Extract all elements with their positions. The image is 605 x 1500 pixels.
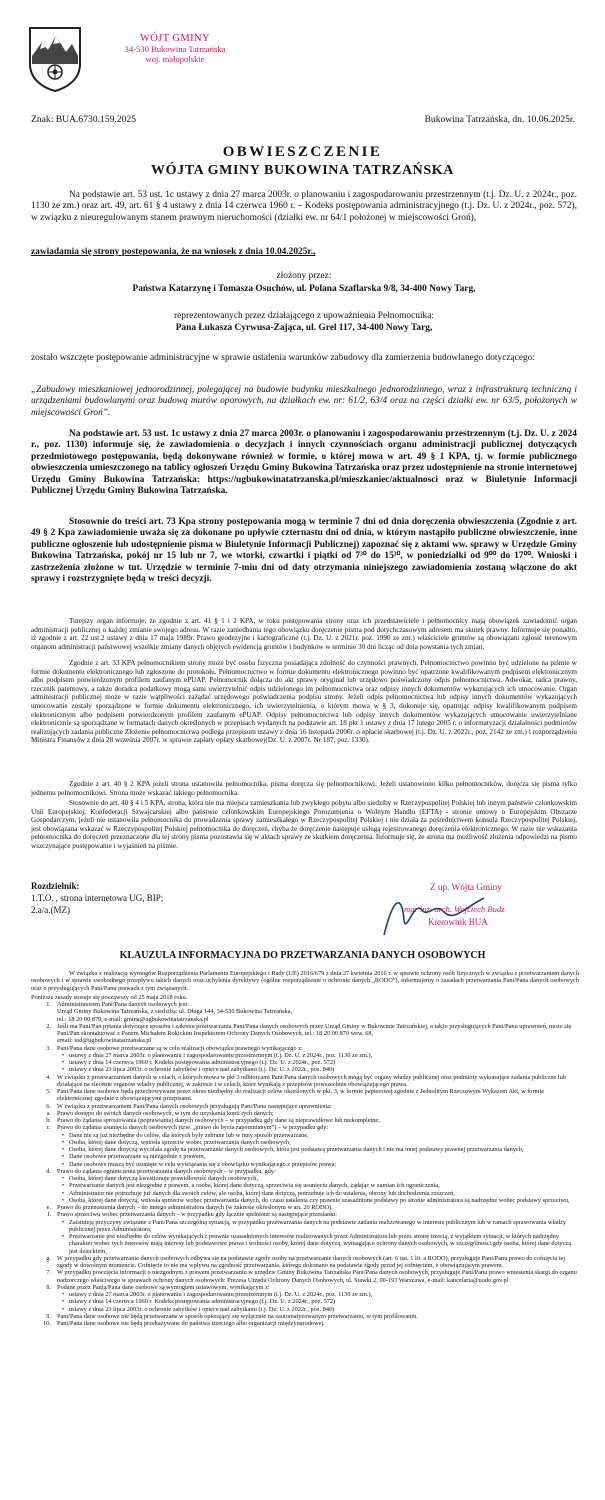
applicants: Państwa Katarzynę i Tomasza Osuchów, ul. Polana Szaflarska 9/8, 34-400 Nowy Targ, xyxy=(132,284,476,294)
list-item-text: Prawo do przenoszenia danych – do innego administratora danych (w zakresie określonym w art. 20 RODO). xyxy=(57,1204,333,1211)
list-item-text: Osoba, której dane dotyczą, wniosła sprzeciw wobec przetwarzania danych osobowych, xyxy=(69,1138,291,1146)
distribution-item-1: 1.T.O. , strona internetowa UG, BIP; xyxy=(31,893,164,903)
list-item-text: W przypadku powzięcia informacji o niezgodnym z prawem przetwarzaniu w urzędzie Gminy Bukowina Tatrzańska Pani/Pana danych osobowych, przysługuje Pani/Panu prawo wniesienia skargi do organu nadzorczego właściwego w sprawach ochrony danych osobowych: Prezesa Urzędu Ochrony Danych Osobowych, ul. Stawki 2, 00-193 Warszawa, e-mail: kancelaria@uodo.gov.pl xyxy=(57,1269,577,1284)
list-item-text: Prawo do żądania ograniczenia przetwarzania danych osobowych – w przypadku, gdy: xyxy=(57,1167,276,1175)
legal-info-4: Stosownie do art. 40 § 4 i 5 KPA, strona, która nie ma miejsca zamieszkania lub zwykłego pobytu albo siedziby w Rzeczypospolitej Polskiej lub innym państwie członkowskim Unii Europejskiej, Konfederacji Szwajcarskiej albo państwie członkowskim Europejskiego Porozumienia o Wolnym Handlu (EFTA) - stronie umowy o Europejskim Obszarze Gospodarczym, jeżeli nie ustanowiła pełnomocnika do prowadzenia sprawy zamieszkałego w Rzeczypospolitej Polskiej i nie działa za pośrednictwem konsula Rzeczypospolitej Polskiej, jest obowiązana wskazać w Rzeczypospolitej Polskiej pełnomocnika do doręczeń, chyba że doręczenie następuje usługą rejestrowanego doręczenia elektronicznego. W razie nie wskazania pełnomocnika do doręczeń przeznaczone dla tej strony pisma pozostawia się w aktach sprawy ze skutkiem doręczenia. Informuje się, że strona ma możliwość złożenia odpowiedzi na pismo wszczynające postępowanie i wyjaśnień na piśmie. xyxy=(31,799,577,850)
list-item: • ustawy z dnia 23 lipca 2003r. o ochronie zabytków i opiece nad zabytkami (t.j. Dz. U. z 2022r., poz. 840) xyxy=(31,1066,579,1073)
list-item: 6. W związku z przetwarzaniem Pani/Pana danych osobowych przysługują Pani/Panu następujące uprawnienia: xyxy=(31,1103,579,1110)
list-item xyxy=(31,1037,579,1044)
list-item-text: Administratorem Pani/Pana danych osobowych jest: xyxy=(57,1001,189,1008)
legal-info-2: Zgodnie z art. 33 KPA pełnomocnikiem strony może być osoba fizyczna posiadająca zdolność do czynności prawnych. Pełnomocnictwo powinno być udzielone na piśmie w formie dokumentu elektronicznego lub zgłoszone do protokołu. Pełnomocnictwo w formie dokumentu elektronicznego powinno być opatrzone kwalifikowanym podpisem elektronicznym albo podpisem potwierdzonym profilem zaufanym ePUAP. Pełnomocnik dołącza do akt sprawy oryginał lub urzędowo poświadczony odpis pełnomocnictwa. Adwokat, radca prawny, rzecznik patentowy, a także doradca podatkowy mogą sami uwierzytelnić odpis udzielonego im pełnomocnictwa oraz odpisy innych dokumentów wykazujących ich umocowanie. Organ administracji publicznej może w razie wątpliwości zażądać urzędowego poświadczenia podpisu strony. Jeżeli odpis pełnomocnictwa lub odpisy innych dokumentów wykazujących umocowanie zostały sporządzone w formie dokumentu elektronicznego, ich uwierzytelnienia, o którym mowa w § 3, dokonuje się, opatrując odpisy kwalifikowanym podpisem elektronicznym albo podpisem potwierdzonym profilem zaufanym ePUAP. Odpisy pełnomocnictwa lub odpisy innych dokumentów wykazujących umocowanie uwierzytelniane elektronicznie są sporządzane w formatach danych określonych w przepisach wydanych na podstawie art. 18 pkt 1 ustawy z dnia 17 lutego 2005 r. o informatyzacji działalności podmiotów realizujących zadania publiczne Złożenie pełnomocnictwa podlega przepisom ustawy z dnia 16 listopada 2006r. o opłacie skarbowej (t.j. Dz. U. z 2022r., poz. 2142 ze zm.) i rozporządzeniu Ministra Finansów z dnia 28 września 2007r. w sprawie zapłaty opłaty skarbowej(Dz. U. z 2007r. Nr 187, poz. 1330). xyxy=(31,659,577,745)
list-item: 5. Pani/Pana dane osobowe będą przechowywane przez okres niezbędny do realizacji celów określonych w pkt. 3, w formie papierowej zgodnie z Jednolitym Rzeczowym Wykazem Akt, w formie elektronicznej zgodnie z obowiązującymi przepisami. xyxy=(31,1088,579,1103)
office-stamp xyxy=(110,34,240,64)
list-item: 2. Jeśli ma Pani/Pan pytania dotyczące sposobu i zakresu przetwarzania Pani/Pana danych osobowych przez Urząd Gminy w Bukowinie Tatrzańskiej, a także przysługujących Pani/Panu uprawnień, może się Pani/Pan skontaktować z Panem Michałem Rokickim Inspektorem Ochrony Danych Osobowych, tel.: 18 20 00 870 wew. 68, xyxy=(31,1023,579,1038)
notice-line: zawiadamia się strony postępowania, że na wniosek z dnia 10.04.2025r., xyxy=(31,247,316,257)
project-description: „Zabudowy mieszkaniowej jednorodzinnej, polegającej na budowie budynku mieszkalnego jednorodzinnego, wraz z infrastrukturą techniczną i urządzeniami budowlanymi oraz budową murów oporowych, na działkach ew. nr: 61/2, 63/4 oraz na części działki ew. nr 63/5, położonych w miejscowości Groń”. xyxy=(31,385,577,418)
list-item: • ustawy z dnia 14 czerwca 1960 r. Kodeks postępowania administracyjnego (t.j. Dz. U. z 2024r., poz. 572) xyxy=(31,1298,579,1305)
coat-of-arms-icon xyxy=(28,26,82,92)
list-item-text: Pani/Pana dane osobowe nie będą przetwarzane w sposób opierający się wyłącznie na zautomatyzowanym przetwarzaniu, w tym profilowaniu. xyxy=(57,1312,418,1320)
list-item: a. Prawo dostępu do swoich danych osobowych, w tym do uzyskania kopii tych danych; xyxy=(31,1110,579,1117)
list-item: • Dane nie są już niezbędne do celów, dla których były zebrane lub w inny sposób przetwarzane, xyxy=(31,1132,579,1139)
list-item: • Osoba, której dane dotyczą, wniosła sprzeciw wobec przetwarzania danych, do czasu ustalenia czy prawnie uzasadnione podstawy po stronie administratora są nadrzędne wobec podstawy sprzeciwu, xyxy=(31,1197,579,1204)
list-item-text: ustawy z dnia 14 czerwca 1960 r. Kodeks postępowania administracyjnego (t.j. Dz. U. z 2024r., poz. 572) xyxy=(69,1059,336,1066)
list-item: • ustawy z dnia 23 lipca 2003r. o ochronie zabytków i opiece nad zabytkami (t.j. Dz. U. z 2022r., poz. 840) xyxy=(31,1306,579,1313)
gdpr-since: Poniższe zasady stosuje się począwszy od 25 maja 2018 roku. xyxy=(31,993,188,1001)
list-item-text: tel.: 18 20 00 870, e-mail: gmina@ugbukowinatatrzanska.pl xyxy=(57,1015,209,1023)
list-item-text: Prawo do żądania usunięcia danych osobowych (tzw. „prawo do bycia zapomnianym”) – w przypadku gdy: xyxy=(57,1124,329,1132)
gdpr-clause xyxy=(31,970,579,1327)
list-item-text: W przypadku gdy przetwarzanie danych osobowych odbywa się na podstawie zgody osoby na przetwarzanie danych osobowych (art. 6 ust. 1 lit. a RODO), przysługuje Pani/Panu prawo do cofnięcia tej zgody w dowolnym momencie. Cofnięcie to nie ma wpływu na zgodność przetwarzania, którego dokonano na podstawie zgody przed jej cofnięciem, z obowiązującym prawem. xyxy=(57,1254,566,1269)
list-item-text: Urząd Gminy Bukowina Tatrzańska, z siedzibą: ul. Długa 144, 34-530 Bukowina Tatrzańska, xyxy=(57,1008,293,1016)
document-subtitle: WÓJTA GMINY BUKOWINA TATRZAŃSKA xyxy=(151,163,454,178)
handwritten-signature xyxy=(374,890,494,940)
list-item: 4. W związku z przetwarzaniem danych w celach, o których mowa w pkt 3 odbiorcami Pani/Pana danych osobowych mogą być organy władzy publicznej oraz podmioty wykonujące zadania publiczne lub działające na zlecenie organów władzy publicznej, w zakresie i w celach, które wynikają z przepisów powszechnie obowiązującego prawa. xyxy=(31,1074,579,1089)
list-item: b. Prawo do żądania sprostowania (poprawiania) danych osobowych – w przypadku gdy dane są nieprawidłowe lub niekompletne; xyxy=(31,1117,579,1124)
initiated-paragraph: zostało wszczęte postępowanie administracyjne w sprawie ustalenia warunków zabudowy dla zamierzenia budowlanego dotyczącego: xyxy=(31,353,535,363)
legal-info-3: Zgodnie z art. 40 § 2 KPA jeżeli strona ustanowiła pełnomocnika, pisma doręcza się pełnomocnikowi. Jeżeli ustanowiono kilku pełnomocników, doręcza się pisma tylko jednemu pełnomocnikowi. Strona może wskazać takiego pełnomocnika. xyxy=(31,780,577,797)
list-item: 1. Administratorem Pani/Pana danych osobowych jest: xyxy=(31,1001,579,1008)
attorney: Pana Łukasza Cyrwusa-Zająca, ul. Grel 117, 34-400 Nowy Targ, xyxy=(175,323,433,333)
list-item: e. Prawo do przenoszenia danych – do innego administratora danych (w zakresie określonym w art. 20 RODO). xyxy=(31,1204,579,1211)
list-item: • Dane osobowe przetwarzane są niezgodnie z prawem, xyxy=(31,1153,579,1160)
list-item-text: Prawo dostępu do swoich danych osobowych, w tym do uzyskania kopii tych danych; xyxy=(57,1109,274,1117)
list-item: g. W przypadku gdy przetwarzanie danych osobowych odbywa się na podstawie zgody osoby na przetwarzanie danych osobowych (art. 6 ust. 1 lit. a RODO), przysługuje Pani/Panu prawo do cofnięcia tej zgody w dowolnym momencie. Cofnięcie to nie ma wpływu na zgodność przetwarzania, którego dokonano na podstawie zgody przed jej cofnięciem, z obowiązującym prawem. xyxy=(31,1255,579,1270)
list-item: • ustawy z dnia 27 marca 2003r. o planowaniu i zagospodarowaniu przestrzennym (t.j. Dz. U. z 2024r., poz. 1130 ze zm.), xyxy=(31,1291,579,1298)
stamp-line-1: WÓJT GMINY xyxy=(139,33,210,44)
stamp-line-3: woj. małopolskie xyxy=(145,54,205,64)
list-item-text: Osoba, której dane dotyczą wycofała zgodę na przetwarzanie danych osobowych, która jest podstawą przetwarzania danych i nie ma innej podstawy prawnej przetwarzania danych, xyxy=(69,1146,524,1153)
list-item-text: Dane osobowe przetwarzane są niezgodnie z prawem, xyxy=(69,1153,206,1161)
list-item-text: Pani/Pana dane osobowe będą przechowywane przez okres niezbędny do realizacji celów określonych w pkt. 3, w formie papierowej zgodnie z Jednolitym Rzeczowym Wykazem Akt, w formie elektronicznej zgodnie z obowiązującymi przepisami. xyxy=(57,1088,544,1103)
list-item-text: Pani/Pana dane osobowe przetwarzane są w celu realizacji obowiązku prawnego wynikającego z: xyxy=(57,1044,303,1052)
signature-block xyxy=(360,880,570,946)
list-item-text: email: iod@ugbukowinatatrzanska.pl xyxy=(57,1037,152,1045)
list-item: • Administrator nie potrzebuje już danych dla swoich celów, ale osoba, której dane dotyczą, potrzebuje ich do ustalenia, obrony lub dochodzenia roszczeń, xyxy=(31,1190,579,1197)
list-item-text: Prawo sprzeciwu wobec przetwarzania danych – w przypadku gdy łącznie spełnione są następujące przesłanki: xyxy=(57,1211,337,1219)
submitted-by-label: złożony przez: xyxy=(276,271,332,281)
list-item-text: W związku z przetwarzaniem danych w celach, o których mowa w pkt 3 odbiorcami Pani/Pana danych osobowych mogą być organy władzy publicznej oraz podmioty wykonujące zadania publiczne lub działające na zlecenie organów władzy publicznej, w zakresie i w celach, które wynikają z przepisów powszechnie obowiązującego prawa. xyxy=(57,1073,566,1088)
sign-number: Znak: BUA.6730.159.2025 xyxy=(31,114,136,125)
represented-label: reprezentowanych przez działającego z upoważnienia Pełnomocnika: xyxy=(173,311,435,321)
document-title: OBWIESZCZENIE xyxy=(222,144,383,160)
list-item-text: Podane przez Panią/Pana dane osobowe są wymogiem ustawowym, wynikającym z: xyxy=(57,1283,270,1291)
list-item: • Przetwarzanie danych jest niezgodne z prawem, a osoba, której dane dotyczą, sprzeciwia się usunięciu danych, żądając w zamian ich ograniczenia, xyxy=(31,1182,579,1189)
gdpr-title: KLAUZULA INFORMACYJNA DO PRZETWARZANIA DANYCH OSOBOWYCH xyxy=(119,950,486,961)
signature-line-1: Z up. Wójta Gminy xyxy=(430,882,502,892)
distribution-item-2: 2.a/a.(MZ) xyxy=(31,905,70,915)
distribution-title: Rozdzielnik: xyxy=(31,881,80,891)
list-item-text: ustawy z dnia 27 marca 2003r. o planowaniu i zagospodarowaniu przestrzennym (t.j. Dz. U. z 2024r., poz. 1130 ze zm.), xyxy=(69,1051,373,1059)
list-item-text: W związku z przetwarzaniem Pani/Pana danych osobowych przysługują Pani/Panu następujące uprawnienia: xyxy=(57,1102,332,1110)
legal-basis-paragraph: Na podstawie art. 53 ust. 1c ustawy z dnia 27 marca 2003r. o planowaniu i zagospodarowaniu przestrzennym (t.j. Dz. U. z 2024r., poz. 1130 ze zm.) oraz art. 49, art. 61 § 4 ustawy z dnia 14 czerwca 1960 r. – Kodeks postępowania administracyjnego (t.j. Dz. U. z 2024r., poz. 572), w związku z nieuregulowanym stanem prawnym nieruchomości (działki ew. nr 64/1 położonej w miejscowości Groń), xyxy=(31,190,577,223)
list-item: • Przetwarzanie jest niezbędne do celów wynikających z prawnie uzasadnionych interesów realizowanych przez Administratora lub przez stronę trzecią, z wyjątkiem sytuacji, w których nadrzędny charakter wobec tych interesów mają interesy lub podstawowe prawa i wolności osoby, której dane dotyczą, wymagające ochrony danych osobowych, w szczególności gdy osoba, której dane dotyczą jest dzieckiem, xyxy=(31,1233,579,1255)
list-item: 8. Podane przez Panią/Pana dane osobowe są wymogiem ustawowym, wynikającym z: xyxy=(31,1284,579,1291)
list-item: • Osoba, której dane dotyczą wycofała zgodę na przetwarzanie danych osobowych, która jest podstawą przetwarzania danych i nie ma innej podstawy prawnej przetwarzania danych, xyxy=(31,1146,579,1153)
signature-line-2: mgr inż. arch. Wojciech Budz xyxy=(404,904,505,914)
list-item: • Dane osobowe muszą być usunięte w celu wywiązania się z obowiązku wynikającego z przepisów prawa; xyxy=(31,1161,579,1168)
gdpr-intro: W związku z realizacją wymogów Rozporządzenia Parlamentu Europejskiego i Rady (UE) 2016/679 z dnia 27 kwietnia 2016 r. w sprawie ochrony osób fizycznych w związku z przetwarzaniem danych osobowych i w sprawie swobodnego przepływu takich danych oraz uchylenia dyrektywy (ogólne rozporządzenie o ochronie danych „RODO”), informujemy o zasadach przetwarzania Pani/Pana danych osobowych oraz o przysługujących Pani/Panu prawach z tym związanych. xyxy=(31,970,579,992)
list-item-text: Prawo do żądania sprostowania (poprawiania) danych osobowych – w przypadku gdy dane są nieprawidłowe lub niekompletne; xyxy=(57,1117,380,1124)
list-item-text: ustawy z dnia 27 marca 2003r. o planowaniu i zagospodarowaniu przestrzennym (t.j. Dz. U. z 2024r., poz. 1130 ze zm.), xyxy=(69,1291,373,1298)
list-item-text: Przetwarzanie jest niezbędne do celów wynikających z prawnie uzasadnionych interesów realizowanych przez Administratora lub przez stronę trzecią, z wyjątkiem sytuacji, w których nadrzędny charakter wobec tych interesów mają interesy lub podstawowe prawa i wolności osoby, której dane dotyczą, wymagające ochrony danych osobowych, w szczególności gdy osoba, której dane dotyczą jest dzieckiem, xyxy=(69,1233,571,1255)
list-item-text: Zaistnieją przyczyny związane z Pani/Pana szczególną sytuacją, w przypadku przetwarzania danych na podstawie zadania realizowanego w interesie publicznym lub w ramach sprawowania władzy publicznej przez Administratora, xyxy=(69,1218,567,1233)
list-item xyxy=(31,1008,579,1015)
list-item-text: Administrator nie potrzebuje już danych dla swoich celów, ale osoba, której dane dotyczą, potrzebuje ich do ustalenia, obrony lub dochodzenia roszczeń, xyxy=(69,1189,455,1197)
list-item-text: Dane osobowe muszą być usunięte w celu wywiązania się z obowiązku wynikającego z przepisów prawa; xyxy=(69,1160,337,1168)
list-item: 3. Pani/Pana dane osobowe przetwarzane są w celu realizacji obowiązku prawnego wynikającego z: xyxy=(31,1045,579,1052)
list-item: f. Prawo sprzeciwu wobec przetwarzania danych – w przypadku gdy łącznie spełnione są następujące przesłanki: xyxy=(31,1211,579,1218)
legal-info-1: Tutejszy organ informuje, że zgodnie z art. 41 § 1 i 2 KPA, w toku postępowania strony oraz ich przedstawiciele i pełnomocnicy mają obowiązek zawiadomić organ administracji publicznej o każdej zmianie swojego adresu. W razie zaniedbania tego obowiązku doręczenie pisma pod dotychczasowym adresem ma skutek prawny. Informuje się ponadto, iż zgodnie z art. 22 ust.2 ustawy z dnia 17 maja 1989r. Prawo geodezyjne i kartograficzne (t.j. Dz. U. z 2021r. poz. 1990 ze zm.) właściciele gruntów są obowiązani zgłosić terenowym organom administracji państwowej wszelkie zmiany danych objętych ewidencją gruntów i budynków w terminie 30 dni licząc od dnia powstania tych zmian. xyxy=(31,617,577,651)
list-item: 7. W przypadku powzięcia informacji o niezgodnym z prawem przetwarzaniu w urzędzie Gminy Bukowina Tatrzańska Pani/Pana danych osobowych, przysługuje Pani/Panu prawo wniesienia skargi do organu nadzorczego właściwego w sprawach ochrony danych osobowych: Prezesa Urzędu Ochrony Danych Osobowych, ul. Stawki 2, 00-193 Warszawa, e-mail: kancelaria@uodo.gov.pl xyxy=(31,1269,579,1284)
list-item: • Osoba, której dane dotyczą, wniosła sprzeciw wobec przetwarzania danych osobowych, xyxy=(31,1139,579,1146)
list-item: • Zaistnieją przyczyny związane z Pani/Pana szczególną sytuacją, w przypadku przetwarzania danych na podstawie zadania realizowanego w interesie publicznym lub w ramach sprawowania władzy publicznej przez Administratora, xyxy=(31,1219,579,1234)
access-paragraph: Stosownie do treści art. 73 Kpa strony postępowania mogą w terminie 7 dni od dnia doręczenia obwieszczenia (Zgodnie z art. 49 § 2 Kpa zawiadomienie uważa się za dokonane po upływie czternastu dni od dnia, w którym nastąpiło publiczne obwieszczenie, inne publiczne ogłoszenie lub udostępnienie pisma w Biuletynie Informacji Publicznej) zapoznać się z aktami ww. sprawy w Urzędzie Gminy Bukowina Tatrzańska, pokój nr 15 lub nr 7, we wtorki, czwartki i piątki od 7³⁰ do 15³⁰, w poniedziałki od 9⁰⁰ do 17⁰⁰. Wnioski i zastrzeżenia złożone w tut. Urzędzie w terminie 7-miu dni od daty otrzymania niniejszego zawiadomienia zostaną włączone do akt sprawy i rozstrzygnięte będą w treści decyzji. xyxy=(31,517,577,585)
list-item-text: Osoba, której dane dotyczą, wniosła sprzeciw wobec przetwarzania danych, do czasu ustalenia czy prawnie uzasadnione podstawy po stronie administratora są nadrzędne wobec podstawy sprzeciwu, xyxy=(69,1196,570,1204)
list-item: • ustawy z dnia 14 czerwca 1960 r. Kodeks postępowania administracyjnego (t.j. Dz. U. z 2024r., poz. 572) xyxy=(31,1059,579,1066)
list-item-text: Pani/Pana dane osobowe nie będą przekazywane do państwa trzeciego albo organizacji międzynarodowej. xyxy=(57,1320,325,1327)
list-item: 9. Pani/Pana dane osobowe nie będą przetwarzane w sposób opierający się wyłącznie na zautomatyzowanym przetwarzaniu, w tym profilowaniu. xyxy=(31,1313,579,1320)
stamp-line-2: 34-530 Bukowina Tatrzańska xyxy=(124,44,226,54)
list-item-text: ustawy z dnia 23 lipca 2003r. o ochronie zabytków i opiece nad zabytkami (t.j. Dz. U. z 2022r., poz. 840) xyxy=(69,1066,335,1074)
list-item: • Osoba, której dane dotyczą kwestionuje prawidłowość danych osobowych, xyxy=(31,1175,579,1182)
list-item-text: ustawy z dnia 14 czerwca 1960 r. Kodeks postępowania administracyjnego (t.j. Dz. U. z 2024r., poz. 572) xyxy=(69,1298,336,1306)
list-item: 10. Pani/Pana dane osobowe nie będą przekazywane do państwa trzeciego albo organizacji międzynarodowej. xyxy=(31,1320,579,1327)
list-item-text: Osoba, której dane dotyczą kwestionuje prawidłowość danych osobowych, xyxy=(69,1175,259,1182)
place-date: Bukowina Tatrzańska, dn. 10.06.2025r. xyxy=(424,114,575,125)
list-item: d. Prawo do żądania ograniczenia przetwarzania danych osobowych – w przypadku, gdy: xyxy=(31,1168,579,1175)
list-item-text: Dane nie są już niezbędne do celów, dla których były zebrane lub w inny sposób przetwarzane, xyxy=(69,1131,309,1139)
list-item: • ustawy z dnia 27 marca 2003r. o planowaniu i zagospodarowaniu przestrzennym (t.j. Dz. U. z 2024r., poz. 1130 ze zm.), xyxy=(31,1052,579,1059)
signature-line-3: Kierownik BUA xyxy=(428,917,488,927)
list-item: c. Prawo do żądania usunięcia danych osobowych (tzw. „prawo do bycia zapomnianym”) – w przypadku gdy: xyxy=(31,1124,579,1131)
list-item-text: Przetwarzanie danych jest niezgodne z prawem, a osoba, której dane dotyczą, sprzeciwia się usunięciu danych, żądając w zamian ich ograniczenia, xyxy=(69,1182,440,1190)
list-item xyxy=(31,1016,579,1023)
publication-paragraph: Na podstawie art. 53 ust. 1c ustawy z dnia 27 marca 2003r. o planowaniu i zagospodarowaniu przestrzennym (t.j. Dz. U. z 2024 r., poz. 1130) informuje się, że zawiadomienia o decyzjach i innych czynnościach organu administracji publicznej dotyczących przedmiotowego postępowania, będą dokonywane również w formie, o której mowa w art. 49 § 1 KPA, tj. w formie publicznego obwieszczenia umieszczonego na tablicy ogłoszeń Urzędu Gminy Bukowina Tatrzańska oraz przez udostępnienie na stronie internetowej Urzędu Gminy Bukowina Tatrzańska: https://ugbukowinatatrzanska.pl/mieszkaniec/aktualnosci oraz w Biuletynie Informacji Publicznej Urzędu Gminy Bukowina Tatrzańska. xyxy=(31,429,577,497)
list-item-text: ustawy z dnia 23 lipca 2003r. o ochronie zabytków i opiece nad zabytkami (t.j. Dz. U. z 2022r., poz. 840) xyxy=(69,1305,335,1313)
list-item-text: Jeśli ma Pani/Pan pytania dotyczące sposobu i zakresu przetwarzania Pani/Pana danych osobowych przez Urząd Gminy w Bukowinie Tatrzańskiej, a także przysługujących Pani/Panu uprawnień, może się Pani/Pan skontaktować z Panem Michałem Rokickim Inspektorem Ochrony Danych Osobowych, tel.: 18 20 00 870 wew. 68, xyxy=(57,1022,572,1037)
